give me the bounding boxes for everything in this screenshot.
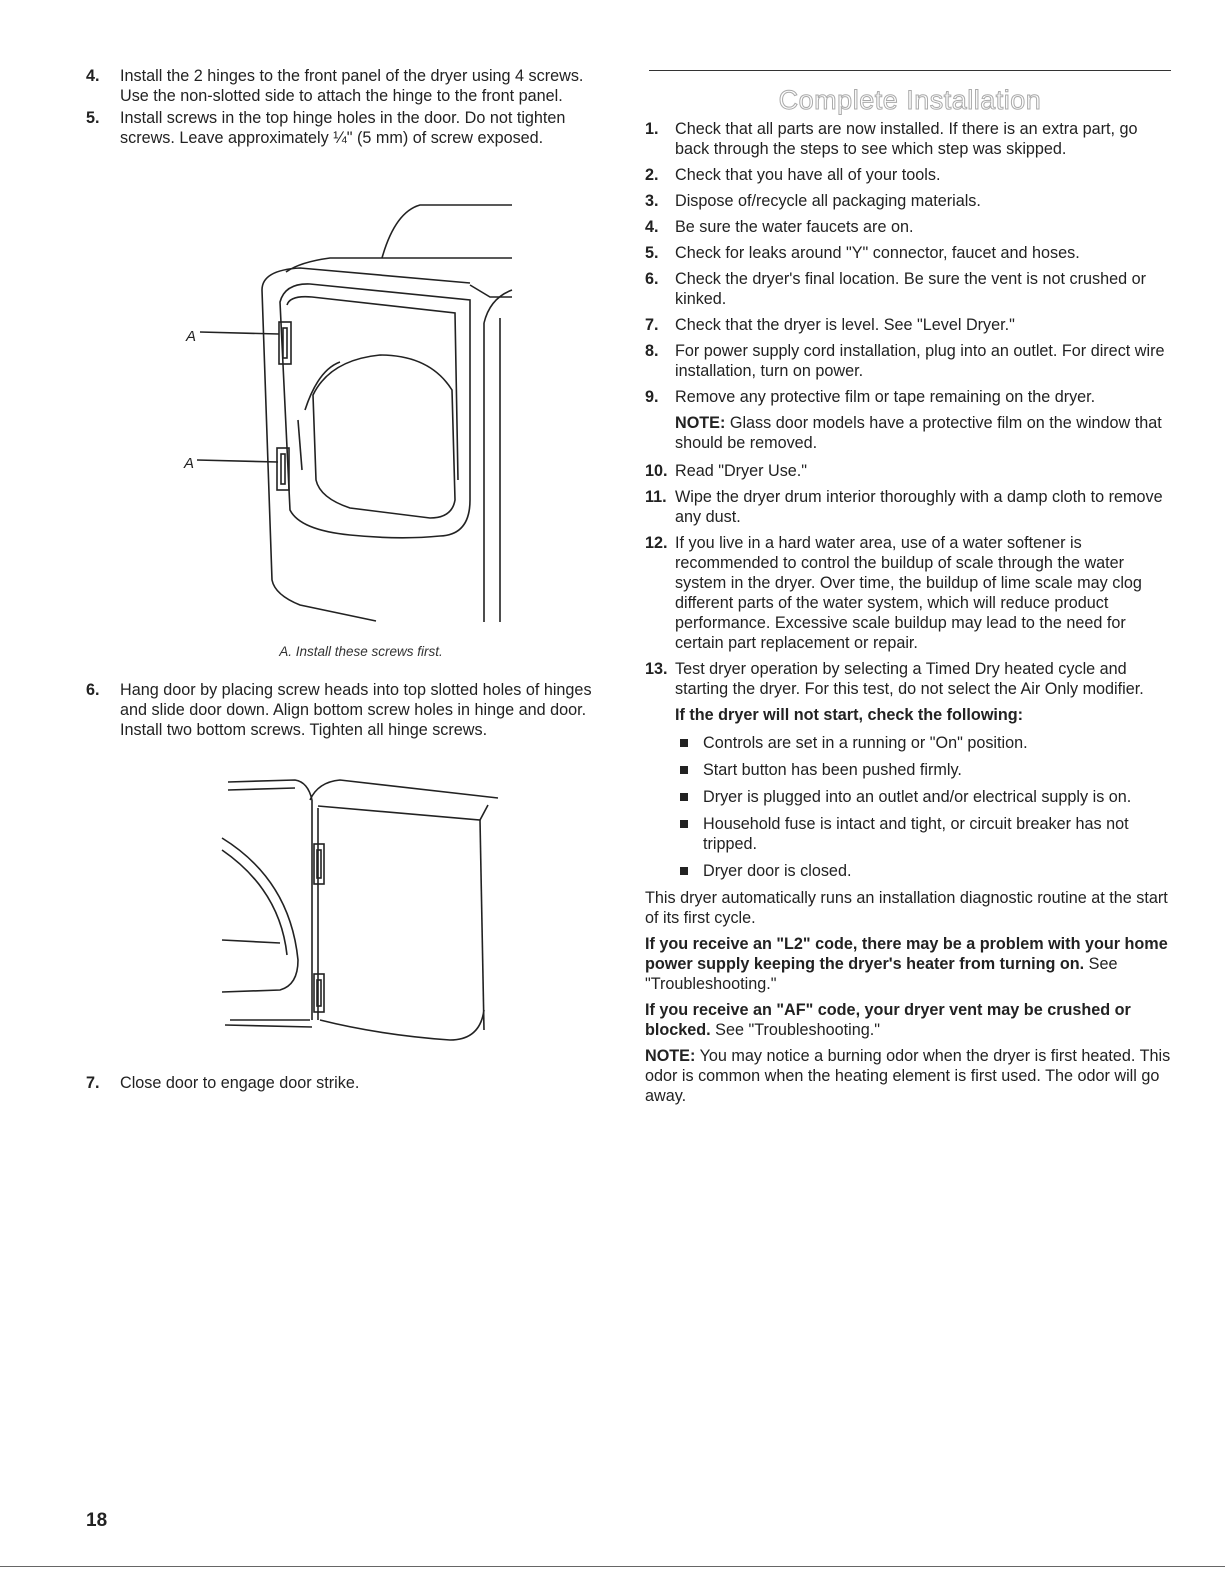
check-following-heading: If the dryer will not start, check the following: [675,706,1024,725]
check-bullets [675,733,1175,881]
step-text: Read "Dryer Use." [675,462,808,481]
checklist [645,119,1175,881]
check-step-1 [645,119,1175,159]
glass-door-note [645,413,1175,453]
step-number: 4. [86,67,100,85]
final-note [645,1046,1175,1106]
right-column [645,70,1175,1112]
check-step-3 [645,191,1175,211]
bottom-rule [0,1566,1225,1567]
step-text: Hang door by placing screw heads into top slotted holes of hinges and slide door down. Align bottom screw holes in hinge and door. Install two bottom screws. Tighten all hinge screws. [120,681,592,739]
step-text: Test dryer operation by selecting a Timed Dry heated cycle and starting the dryer. For this test, do not select the Air Only modifier. [675,660,1144,699]
step-text: Close door to engage door strike. [120,1074,360,1092]
check-step-13 [645,659,1175,699]
note-text: Glass door models have a protective film on the window that should be removed. [675,414,1162,453]
step-text: Wipe the dryer drum interior thoroughly with a damp cloth to remove any dust. [675,488,1163,527]
check-step-5 [645,243,1175,263]
step-text: Dispose of/recycle all packaging materials. [675,192,981,211]
step-text: Check that the dryer is level. See "Level Dryer." [675,316,1015,335]
step-text: Remove any protective film or tape remaining on the dryer. [675,388,1096,407]
l2-bold: If you receive an "L2" code, there may be a problem with your home power supply keeping the dryer's heater from turning on. [645,935,1168,974]
check-step-8 [645,341,1175,381]
check-step-6 [645,269,1175,309]
step-number: 13. [645,660,668,679]
step-number: 4. [645,218,659,237]
l2-rest: See "Troubleshooting." [645,955,1118,994]
step-text: Check that you have all of your tools. [675,166,941,185]
step-number: 6. [86,681,100,699]
step-text: Install the 2 hinges to the front panel of the dryer using 4 screws. Use the non-slotted side to attach the hinge to the front panel. [120,67,584,105]
step-text: Be sure the water faucets are on. [675,218,914,237]
step-number: 11. [645,488,667,507]
af-code-paragraph [645,1000,1175,1040]
figure-caption: A. Install these screws first. [279,644,443,659]
step-number: 10. [645,462,668,481]
bullet-item: Dryer door is closed. [675,861,1175,881]
step-number: 7. [86,1074,100,1092]
label-a-bottom: A [184,455,195,472]
note-label: NOTE: [675,414,726,433]
check-step-4 [645,217,1175,237]
af-rest: See "Troubleshooting." [710,1021,880,1040]
section-title: Complete Installation [778,85,1042,116]
section-rule [649,70,1171,71]
page-number: 18 [86,1510,108,1531]
bullet-item: Household fuse is intact and tight, or circuit breaker has not tripped. [675,814,1175,854]
step-text: For power supply cord installation, plug into an outlet. For direct wire installation, turn on power. [675,342,1165,381]
step-number: 8. [645,342,659,361]
l2-code-paragraph [645,934,1175,994]
bullet-item: Dryer is plugged into an outlet and/or electrical supply is on. [675,787,1175,807]
note-text: You may notice a burning odor when the dryer is first heated. This odor is common when the heating element is first used. The odor will go away. [645,1047,1171,1106]
step-text: Check that all parts are now installed. If there is an extra part, go back through the steps to see which step was skipped. [675,120,1138,159]
step-number: 6. [645,270,659,289]
step-number: 1. [645,120,659,139]
note-label: NOTE: [645,1047,696,1066]
step-number: 7. [645,316,659,335]
step-text: Install screws in the top hinge holes in the door. Do not tighten screws. Leave approximately ¼" (5 mm) of screw exposed. [120,109,566,147]
bullet-item: Controls are set in a running or "On" position. [675,733,1175,753]
step-number: 3. [645,192,659,211]
step-text: Check for leaks around "Y" connector, faucet and hoses. [675,244,1080,263]
step-number: 12. [645,534,668,553]
check-step-7 [645,315,1175,335]
step-text: Check the dryer's final location. Be sure the vent is not crushed or kinked. [675,270,1146,309]
step-text: If you live in a hard water area, use of a water softener is recommended to control the buildup of scale through the water system in the dryer. Over time, the buildup of lime scale may clog different parts of the water system, which will reduce product performance. Excessive scale buildup may lead to the need for certain part replacement or repair. [675,534,1142,653]
check-step-12 [645,533,1175,653]
step-7-block [86,1073,606,1093]
check-step-10 [645,461,1175,481]
check-step-11 [645,487,1175,527]
step-number: 9. [645,388,659,407]
step-7-left [86,1073,606,1093]
step-number: 5. [86,109,100,127]
check-step-9 [645,387,1175,407]
diagnostic-paragraph: This dryer automatically runs an installation diagnostic routine at the start of its first cycle. [645,889,1168,928]
step-number: 5. [645,244,659,263]
check-step-2 [645,165,1175,185]
step-number: 2. [645,166,659,185]
af-bold: If you receive an "AF" code, your dryer vent may be crushed or blocked. [645,1001,1131,1040]
bullet-item: Start button has been pushed firmly. [675,760,1175,780]
label-a-top: A [186,328,197,345]
